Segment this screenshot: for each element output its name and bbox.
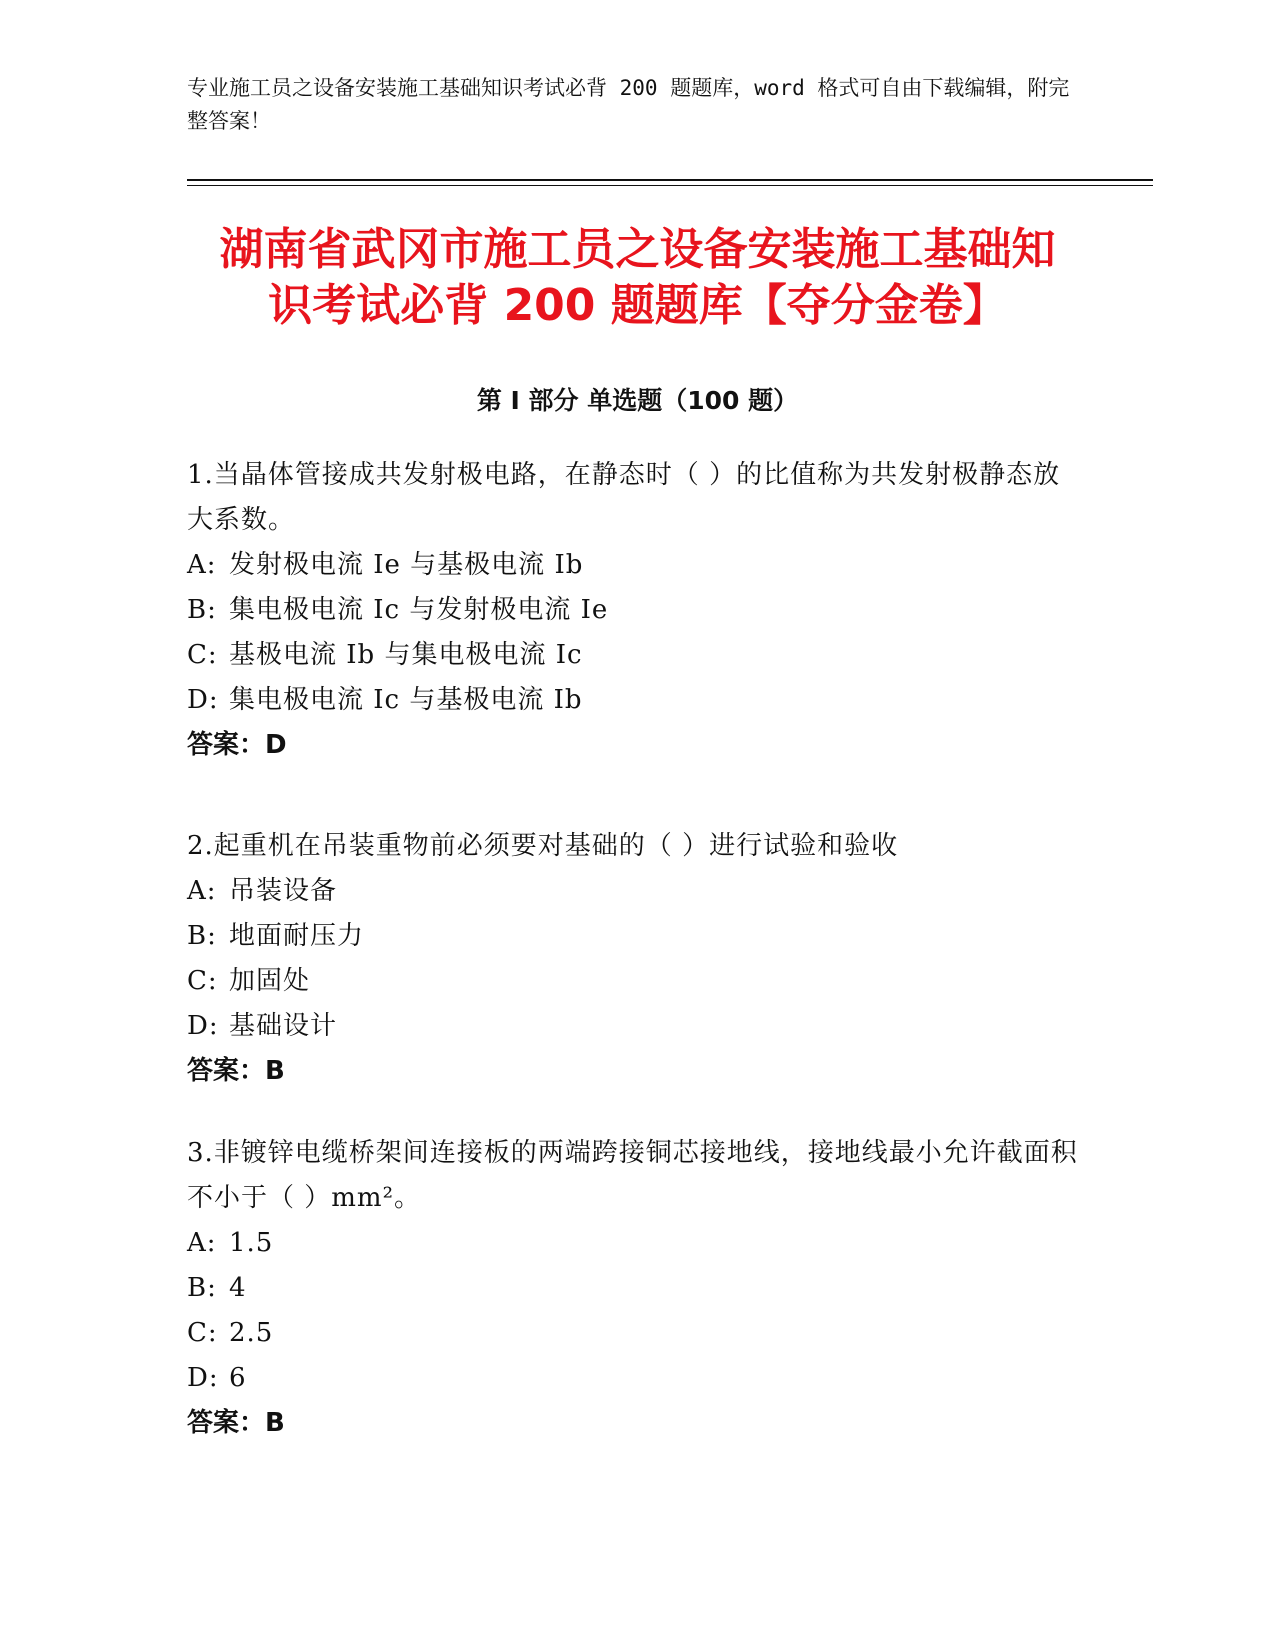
question-option — [187, 959, 1087, 1004]
page-title-line-1: 湖南省武冈市施工员之设备安装施工基础知 — [219, 224, 1056, 275]
option-text: 1.5 — [229, 1228, 274, 1258]
option-text: 集电极电流 Ic 与基极电流 Ib — [229, 685, 583, 715]
question-option — [187, 633, 1087, 678]
question-option — [187, 1266, 1087, 1311]
option-key: C: — [187, 1318, 218, 1348]
option-key: D: — [187, 1363, 219, 1393]
question-option — [187, 1311, 1087, 1356]
question-option — [187, 678, 1087, 723]
question-option — [187, 1004, 1087, 1049]
question-option — [187, 869, 1087, 914]
question-3 — [187, 1131, 1087, 1446]
option-text: 吊装设备 — [229, 876, 338, 906]
option-key: B: — [187, 1273, 217, 1303]
question-stem: 1.当晶体管接成共发射极电路，在静态时（ ）的比值称为共发射极静态放大系数。 — [187, 460, 1061, 535]
option-key: B: — [187, 595, 217, 625]
option-key: C: — [187, 966, 218, 996]
option-text: 6 — [229, 1363, 247, 1393]
option-text: 发射极电流 Ie 与基极电流 Ib — [229, 550, 584, 580]
option-text: 基极电流 Ib 与集电极电流 Ic — [229, 640, 583, 670]
question-stem: 3.非镀锌电缆桥架间连接板的两端跨接铜芯接地线，接地线最小允许截面积不小于（ ）mm²。 — [187, 1138, 1078, 1213]
option-text: 4 — [229, 1273, 247, 1303]
question-stem: 2.起重机在吊装重物前必须要对基础的（ ）进行试验和验收 — [187, 831, 899, 861]
option-text: 集电极电流 Ic 与发射极电流 Ie — [229, 595, 609, 625]
option-key: A: — [187, 1228, 217, 1258]
question-option — [187, 1356, 1087, 1401]
option-text: 2.5 — [229, 1318, 274, 1348]
question-option — [187, 543, 1087, 588]
section-title: 第 I 部分 单选题（100 题） — [476, 386, 799, 415]
question-option — [187, 914, 1087, 959]
header-rule-thin — [187, 185, 1153, 186]
page-title — [150, 222, 1125, 334]
page-title-line-2: 识考试必背 200 题题库【夺分金卷】 — [268, 280, 1007, 331]
header-note: 专业施工员之设备安装施工基础知识考试必背 200 题题库，word 格式可自由下载编辑，附完整答案！ — [187, 76, 1070, 133]
question-2 — [187, 824, 1087, 1094]
option-key: D: — [187, 685, 219, 715]
question-answer: 答案：B — [187, 1056, 285, 1086]
question-answer: 答案：D — [187, 730, 287, 760]
question-1 — [187, 453, 1087, 768]
question-option — [187, 588, 1087, 633]
question-answer: 答案：B — [187, 1408, 285, 1438]
question-option — [187, 1221, 1087, 1266]
option-text: 加固处 — [229, 966, 311, 996]
option-key: B: — [187, 921, 217, 951]
option-key: C: — [187, 640, 218, 670]
option-text: 基础设计 — [229, 1011, 338, 1041]
option-key: D: — [187, 1011, 219, 1041]
header-rule-thick — [187, 179, 1153, 181]
option-text: 地面耐压力 — [229, 921, 365, 951]
option-key: A: — [187, 876, 217, 906]
option-key: A: — [187, 550, 217, 580]
